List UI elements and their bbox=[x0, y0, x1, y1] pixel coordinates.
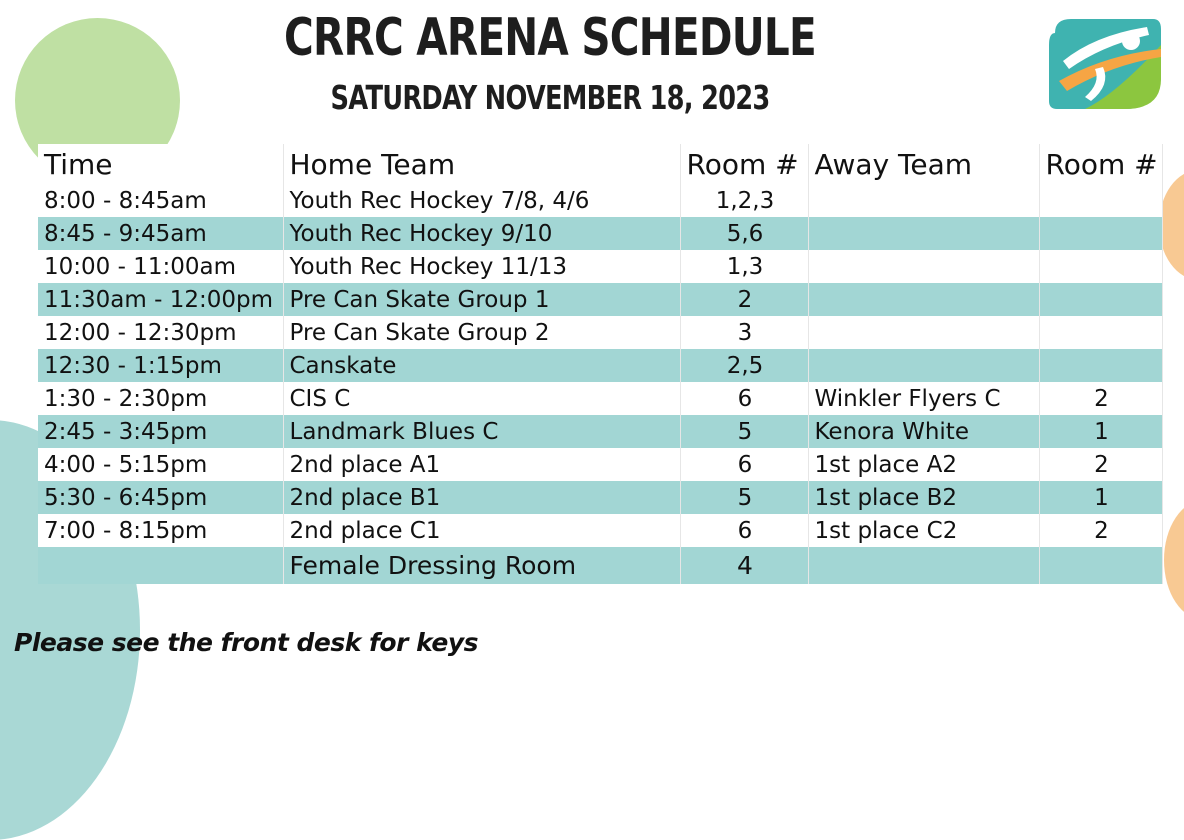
footer-note: Please see the front desk for keys bbox=[14, 628, 479, 657]
away-team-cell: 1st place A2 bbox=[808, 448, 1039, 481]
away-team-cell bbox=[808, 250, 1039, 283]
schedule-date: SATURDAY NOVEMBER 18, 2023 bbox=[330, 78, 770, 117]
away-team-cell bbox=[808, 349, 1039, 382]
decor-orange-shape-bottom bbox=[1164, 500, 1184, 620]
column-header-away-team: Away Team bbox=[808, 144, 1039, 184]
home-room-cell: 6 bbox=[680, 514, 808, 547]
home-team-cell: Pre Can Skate Group 1 bbox=[283, 283, 680, 316]
home-team-cell: Pre Can Skate Group 2 bbox=[283, 316, 680, 349]
time-cell: 4:00 - 5:15pm bbox=[38, 448, 283, 481]
home-room-cell: 1,3 bbox=[680, 250, 808, 283]
home-room-cell: 1,2,3 bbox=[680, 184, 808, 217]
home-team-cell: Youth Rec Hockey 9/10 bbox=[283, 217, 680, 250]
home-room-cell: 6 bbox=[680, 448, 808, 481]
table-row bbox=[38, 547, 1162, 584]
page-title: CRRC ARENA SCHEDULE bbox=[284, 8, 816, 68]
column-header-home-team: Home Team bbox=[283, 144, 680, 184]
time-cell: 1:30 - 2:30pm bbox=[38, 382, 283, 415]
column-header-away-room: Room # bbox=[1039, 144, 1162, 184]
away-room-cell: 2 bbox=[1039, 448, 1162, 481]
away-room-cell bbox=[1039, 184, 1162, 217]
time-cell: 10:00 - 11:00am bbox=[38, 250, 283, 283]
away-room-cell: 1 bbox=[1039, 415, 1162, 448]
away-room-cell bbox=[1039, 316, 1162, 349]
home-team-cell: Youth Rec Hockey 7/8, 4/6 bbox=[283, 184, 680, 217]
home-room-cell: 5 bbox=[680, 415, 808, 448]
table-header-row bbox=[38, 144, 1162, 184]
home-team-cell: CIS C bbox=[283, 382, 680, 415]
time-cell: 8:00 - 8:45am bbox=[38, 184, 283, 217]
away-room-cell bbox=[1039, 283, 1162, 316]
table-row bbox=[38, 250, 1162, 283]
time-cell: 7:00 - 8:15pm bbox=[38, 514, 283, 547]
table-row bbox=[38, 382, 1162, 415]
home-room-cell: 3 bbox=[680, 316, 808, 349]
home-room-cell: 5,6 bbox=[680, 217, 808, 250]
away-room-cell: 2 bbox=[1039, 382, 1162, 415]
away-team-cell: 1st place B2 bbox=[808, 481, 1039, 514]
away-room-cell: 1 bbox=[1039, 481, 1162, 514]
runner-logo-icon bbox=[1045, 15, 1163, 113]
table-row bbox=[38, 316, 1162, 349]
table-row bbox=[38, 349, 1162, 382]
away-room-cell bbox=[1039, 250, 1162, 283]
time-cell bbox=[38, 547, 283, 584]
home-team-cell: Youth Rec Hockey 11/13 bbox=[283, 250, 680, 283]
away-team-cell: Winkler Flyers C bbox=[808, 382, 1039, 415]
home-team-cell: Female Dressing Room bbox=[283, 547, 680, 584]
home-room-cell: 6 bbox=[680, 382, 808, 415]
away-team-cell bbox=[808, 184, 1039, 217]
away-team-cell: 1st place C2 bbox=[808, 514, 1039, 547]
table-row bbox=[38, 415, 1162, 448]
away-room-cell: 2 bbox=[1039, 514, 1162, 547]
time-cell: 12:30 - 1:15pm bbox=[38, 349, 283, 382]
time-cell: 2:45 - 3:45pm bbox=[38, 415, 283, 448]
decor-orange-shape-top bbox=[1159, 170, 1184, 280]
away-team-cell bbox=[808, 283, 1039, 316]
home-room-cell: 4 bbox=[680, 547, 808, 584]
home-room-cell: 2,5 bbox=[680, 349, 808, 382]
table-row bbox=[38, 184, 1162, 217]
away-team-cell bbox=[808, 547, 1039, 584]
away-team-cell: Kenora White bbox=[808, 415, 1039, 448]
away-team-cell bbox=[808, 316, 1039, 349]
home-team-cell: 2nd place C1 bbox=[283, 514, 680, 547]
away-room-cell bbox=[1039, 547, 1162, 584]
home-room-cell: 5 bbox=[680, 481, 808, 514]
home-team-cell: Landmark Blues C bbox=[283, 415, 680, 448]
table-row bbox=[38, 283, 1162, 316]
home-team-cell: Canskate bbox=[283, 349, 680, 382]
time-cell: 8:45 - 9:45am bbox=[38, 217, 283, 250]
column-header-time: Time bbox=[38, 144, 283, 184]
home-team-cell: 2nd place A1 bbox=[283, 448, 680, 481]
table-row bbox=[38, 448, 1162, 481]
away-room-cell bbox=[1039, 349, 1162, 382]
column-header-home-room: Room # bbox=[680, 144, 808, 184]
time-cell: 11:30am - 12:00pm bbox=[38, 283, 283, 316]
schedule-table bbox=[38, 144, 1163, 584]
away-room-cell bbox=[1039, 217, 1162, 250]
table-row bbox=[38, 217, 1162, 250]
home-room-cell: 2 bbox=[680, 283, 808, 316]
time-cell: 12:00 - 12:30pm bbox=[38, 316, 283, 349]
table-row bbox=[38, 481, 1162, 514]
home-team-cell: 2nd place B1 bbox=[283, 481, 680, 514]
time-cell: 5:30 - 6:45pm bbox=[38, 481, 283, 514]
away-team-cell bbox=[808, 217, 1039, 250]
table-row bbox=[38, 514, 1162, 547]
